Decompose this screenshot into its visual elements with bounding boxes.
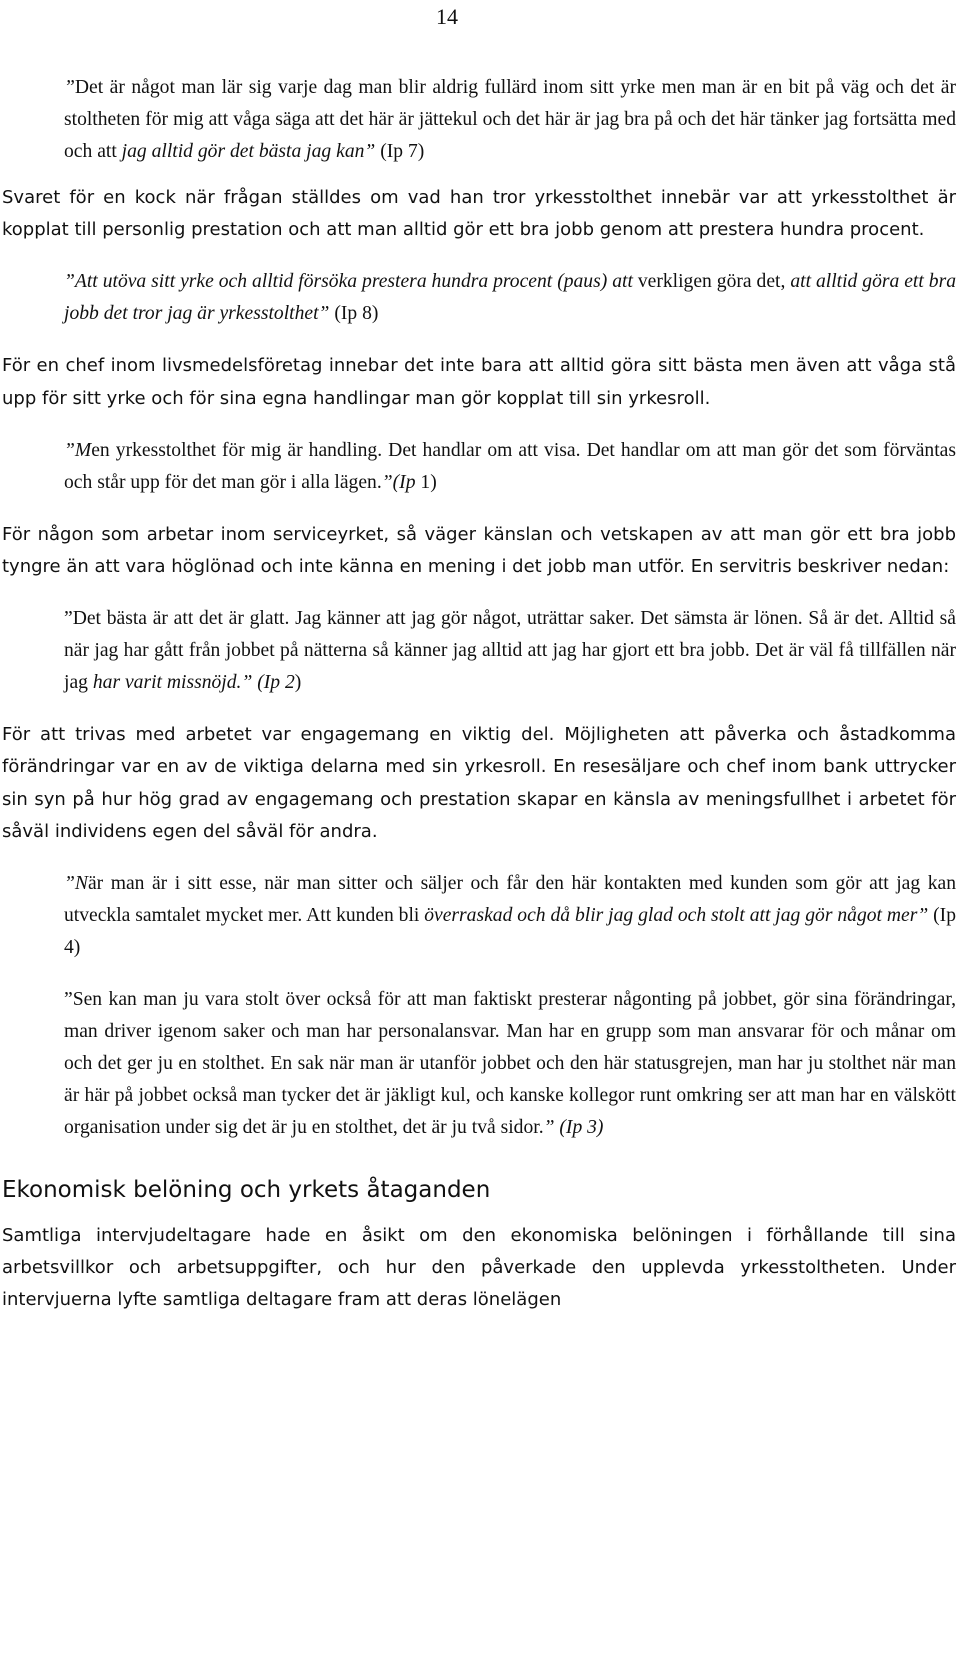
- body-paragraph: [2, 350, 956, 414]
- quote-citation: (Ip 4): [64, 905, 956, 959]
- section-heading: Ekonomisk belöning och yrkets åtaganden: [2, 1177, 491, 1204]
- quote-text-segment: Det är något man lär sig varje dag man blir aldrig fullärd inom sitt yrke men man är en bit på väg och det är stoltheten för mig att våga säga att det här är jättekul och det här är jag bra på och det här tänker jag fortsätta med och att: [64, 77, 956, 162]
- quote-citation: ): [294, 672, 302, 694]
- body-paragraph: [2, 519, 956, 583]
- quote-citation: (Ip 8): [329, 303, 379, 325]
- quote-text-segment: ”Sen kan man ju vara stolt över också för att man faktiskt presterar någonting på jobbet, gör sina förändringar, man driver igenom saker och man har personalansvar. Man har en grupp som man ansvarar för och månar om och det ger ju en stolthet. En sak när man är utanför jobbet och den här statusgrejen, man har ju stolthet när man är här på jobbet också man tycker det är jäkligt kul, och kanske kollegor runt omkring ser att man har en välskött organisation under sig det är ju en stolthet, det är ju två sidor.: [64, 989, 956, 1139]
- body-paragraph: [2, 719, 956, 848]
- body-text-segment: För en chef inom livsmedelsföretag innebar det inte bara att alltid göra sitt bästa men även att våga stå upp för sitt yrke och för sina egna handlingar man gör kopplat till sin yrkesroll.: [2, 355, 956, 409]
- quote-text-segment: ”Att utöva sitt yrke och alltid försöka prestera hundra procent (paus) att: [64, 271, 633, 293]
- quote-text-segment: att alltid göra ett bra jobb det tror jag är yrkesstolthet”: [64, 271, 956, 325]
- quote-ip-8: [64, 266, 956, 330]
- quote-ip-7: [64, 72, 956, 168]
- quote-text-segment: verkligen göra det,: [632, 271, 791, 293]
- quote-ip-1: [64, 435, 956, 499]
- body-text-segment: Samtliga intervjudeltagare hade en åsikt om den ekonomiska belöningen i förhållande till sina arbetsvillkor och arbetsuppgifter, och hur den påverkade den upplevda yrkesstoltheten. Under intervjuerna lyfte samtliga deltagare fram att deras lönelägen: [2, 1225, 956, 1311]
- quote-text-segment: en yrkesstolthet för mig är handling. Det handlar om att visa. Det handlar om att man gör det som förväntas och står upp för det man gör i alla lägen.: [64, 439, 956, 493]
- body-text-segment: För någon som arbetar inom serviceyrket, så väger känslan och vetskapen av att man gör ett bra jobb tyngre än att vara höglönad och inte känna en mening i det jobb man utför. En servitris beskriver nedan:: [2, 523, 956, 578]
- quote-text-segment: ”Det bästa är att det är glatt. Jag känner att jag gör något, uträttar saker. Det sämsta är lönen. Så är det. Alltid så när jag har gått från jobbet på nätterna så känner jag alltid att jag har gjort ett bra jobb. Det är väl få tillfällen när jag: [64, 608, 956, 694]
- document-body: [2, 72, 956, 1317]
- quote-citation: (Ip 7): [375, 141, 425, 162]
- page-number: 14: [436, 4, 458, 29]
- quote-ip-3: [64, 984, 956, 1144]
- quote-text-segment: ”M: [64, 439, 92, 461]
- quote-ip-2: [64, 603, 956, 699]
- body-text-segment: För att trivas med arbetet var engagemang en viktig del. Möjligheten att påverka och åstadkomma förändringar var en av de viktiga delarna med sin yrkesroll. En resesäljare och chef inom bank uttrycker sin syn på hur hög grad av engagemang och prestation skapar en känsla av meningsfullhet i arbetet för såväl individens egen del såväl för andra.: [2, 724, 956, 842]
- quote-text-segment: ”: [64, 77, 75, 98]
- quote-ip-4: [64, 868, 956, 964]
- quote-text-segment: är man är i sitt esse, när man sitter och säljer och får den här kontakten med kunden som gör att jag kan utveckla samtalet mycket mer. Att kunden bli: [64, 873, 956, 927]
- quote-citation: 1): [415, 471, 437, 493]
- body-paragraph: [2, 182, 956, 246]
- quote-text-segment: ”(Ip: [381, 471, 416, 493]
- quote-text-segment: ”N: [64, 873, 88, 895]
- quote-text-segment: överraskad och då blir jag glad och stolt att jag gör något mer”: [424, 905, 929, 927]
- quote-text-segment: har varit missnöjd.” (Ip 2: [92, 672, 295, 694]
- quote-citation: ” (Ip 3): [543, 1117, 604, 1139]
- quote-text-segment: jag alltid gör det bästa jag kan”: [121, 141, 376, 162]
- body-paragraph: [2, 1220, 956, 1317]
- body-text-segment: Svaret för en kock när frågan ställdes om vad han tror yrkesstolthet innebär var att yrkesstolthet är kopplat till personlig prestation och att man alltid gör ett bra jobb genom att prestera hundra procent.: [2, 187, 956, 241]
